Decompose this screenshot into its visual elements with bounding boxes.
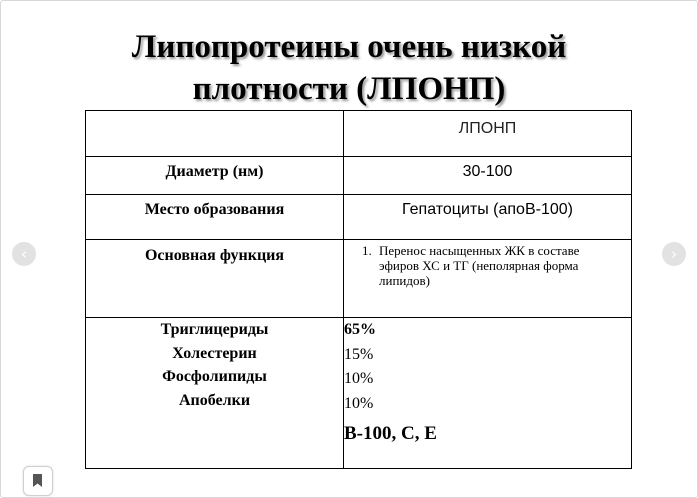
composition-value-phospholipids: 10% [344, 370, 374, 387]
composition-value-triglycerides: 65% [344, 321, 376, 338]
row-value-diameter: 30-100 [344, 157, 632, 195]
bookmark-icon [32, 474, 43, 487]
composition-label-apoproteins: Апобелки [178, 391, 251, 409]
composition-labels [86, 318, 344, 469]
bookmark-button[interactable] [23, 466, 53, 496]
chevron-right-icon: › [671, 245, 677, 263]
slide-title-line-2: плотности (ЛПОНП) [192, 71, 506, 107]
composition-label-phospholipids: Фосфолипиды [162, 368, 267, 385]
row-label-formation-site: Место образования [86, 195, 344, 240]
apoprotein-types: B-100, C, E [344, 423, 437, 444]
prev-slide-button[interactable] [12, 242, 36, 266]
row-value-formation-site: Гепатоциты (апоВ-100) [344, 195, 632, 240]
function-list-item: 1. Перенос насыщенных ЖК в составе эфиров ХС и ТГ (неполярная форма липидов) [375, 243, 621, 288]
composition-label-cholesterol: Холестерин [172, 344, 257, 362]
table-row [86, 195, 632, 240]
table-header-cell: ЛПОНП [344, 111, 632, 157]
table-row [86, 318, 632, 469]
chevron-left-icon: ‹ [21, 245, 27, 263]
lipoprotein-table [85, 110, 632, 469]
slide-title [0, 26, 698, 110]
table-row [86, 111, 632, 157]
table-cell-empty [86, 111, 344, 157]
composition-value-apoproteins: 10% [344, 394, 374, 412]
composition-values [344, 318, 632, 469]
composition-value-cholesterol: 15% [344, 345, 374, 363]
function-list [344, 240, 631, 288]
table-row [86, 157, 632, 195]
composition-label-triglycerides: Триглицериды [160, 321, 269, 338]
slide-title-line-1: Липопротеины очень низкой [131, 29, 567, 65]
row-value-main-function [344, 240, 632, 318]
row-label-main-function: Основная функция [86, 240, 344, 318]
next-slide-button[interactable] [662, 242, 686, 266]
table-row [86, 240, 632, 318]
row-label-diameter: Диаметр (нм) [86, 157, 344, 195]
